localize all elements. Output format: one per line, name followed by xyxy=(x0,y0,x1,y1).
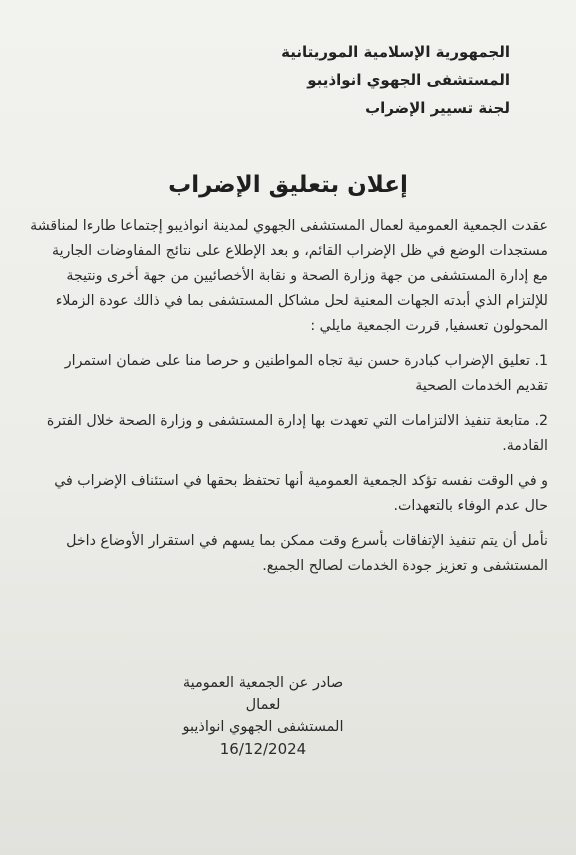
decision-item-2: 2. متابعة تنفيذ الالتزامات التي تعهدت بها إدارة المستشفى و وزارة الصحة خلال الفترة xyxy=(46,413,548,429)
header-committee: لجنة تسيير الإضراب xyxy=(365,99,510,117)
header-republic: الجمهورية الإسلامية الموريتانية xyxy=(281,43,510,61)
decision-item-1-cont: تقديم الخدمات الصحية xyxy=(415,378,548,394)
intro-line: مع إدارة المستشفى من جهة وزارة الصحة و نقابة الأخصائيين من جهة أخرى ونتيجة xyxy=(66,268,548,284)
reservation-line: حال عدم الوفاء بالتعهدات. xyxy=(393,498,548,514)
signature-line: المستشفى الجهوي انواذيبو xyxy=(182,719,344,735)
signature-line: صادر عن الجمعية العمومية لعمال xyxy=(182,675,344,713)
intro-line: للإلتزام الذي أبدته الجهات المعنية لحل مشاكل المستشفى بما في ذالك عودة الزملاء xyxy=(55,293,548,309)
intro-line: عقدت الجمعية العمومية لعمال المستشفى الجهوي لمدينة انواذيبو إجتماعا طارءا لمناقشة xyxy=(30,218,548,234)
intro-line: مستجدات الوضع في ظل الإضراب القائم، و بعد الإطلاع على نتائج المفاوضات الجارية xyxy=(51,243,548,259)
signature-block xyxy=(178,672,348,760)
hope-line: المستشفى و تعزيز جودة الخدمات لصالح الجميع. xyxy=(262,558,548,574)
decision-item-1: 1. تعليق الإضراب كبادرة حسن نية تجاه المواطنين و حرصا منا على ضمان استمرار xyxy=(64,353,548,369)
document-title: إعلان بتعليق الإضراب xyxy=(168,172,408,198)
reservation-line: و في الوقت نفسه تؤكد الجمعية العمومية أنها تحتفظ بحقها في استئناف الإضراب في xyxy=(54,473,548,489)
document-date: 16/12/2024 xyxy=(219,740,307,758)
decision-item-2-cont: القادمة. xyxy=(502,438,548,454)
letterhead xyxy=(281,38,510,122)
document-body xyxy=(22,214,548,579)
header-hospital: المستشفى الجهوي انواذيبو xyxy=(307,71,510,89)
intro-line: المحولون تعسفيا, قررت الجمعية مايلي : xyxy=(310,318,548,334)
hope-line: نأمل أن يتم تنفيذ الإتفاقات بأسرع وقت ممكن بما يسهم في استقرار الأوضاع داخل xyxy=(66,533,548,549)
